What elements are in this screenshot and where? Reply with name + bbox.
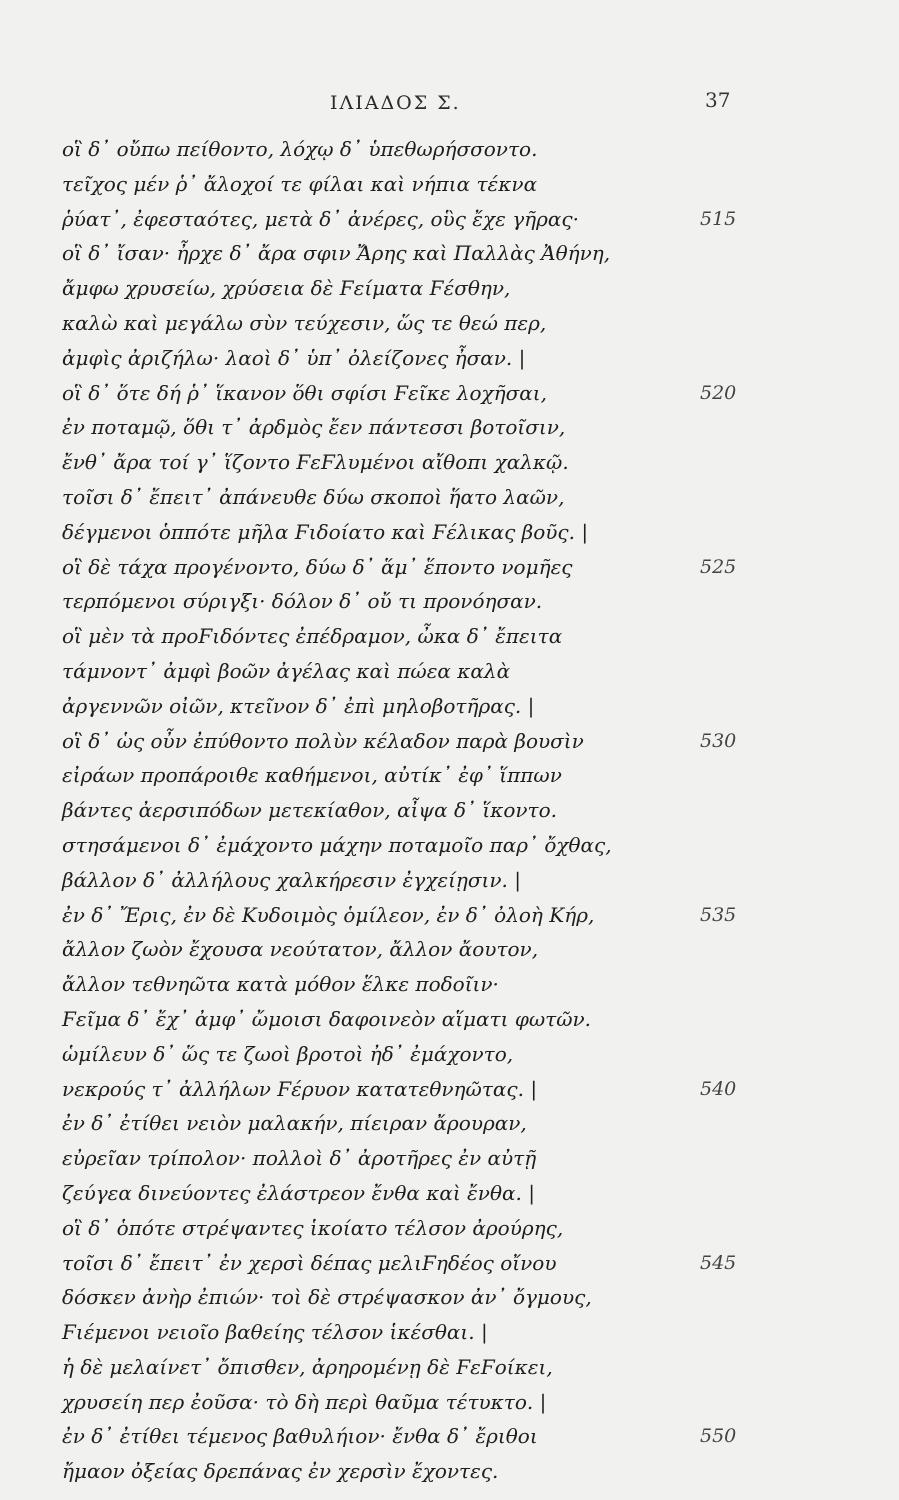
verse-text: εὐρεῖαν τρίπολον· πολλοὶ δ᾽ ἀροτῆρες ἐν αὐτῇ <box>62 1146 537 1171</box>
verse-text: ἀργεννῶν οἰῶν, κτεῖνον δ᾽ ἐπὶ μηλοβοτῆρας. | <box>62 693 535 718</box>
verse-line <box>0 1143 899 1178</box>
verse-text: ἐν δ᾽ ἐτίθει νειὸν μαλακήν, πίειραν ἄρουραν, <box>62 1111 527 1136</box>
verse-line <box>0 1456 899 1491</box>
verse-text: ἐν δ᾽ Ἔρις, ἐν δὲ Κυδοιμὸς ὁμίλεον, ἐν δ᾽ ὀλοὴ Κήρ, <box>62 902 595 927</box>
verse-line <box>0 447 899 482</box>
verse-text: ῥύατ᾽, ἐφεσταότες, μετὰ δ᾽ ἀνέρες, οὓς ἔχε γῆρας· <box>62 206 579 231</box>
verse-line <box>0 169 899 204</box>
verse-text: Ϝιέμενοι νειοῖο βαθείης τέλσον ἱκέσθαι. | <box>62 1320 488 1345</box>
verse-line <box>0 760 899 795</box>
verse-text: ζεύγεα δινεύοντες ἐλάστρεον ἔνθα καὶ ἔνθα. | <box>62 1180 535 1205</box>
verse-line <box>0 1074 899 1109</box>
line-number: 530 <box>700 729 737 752</box>
line-number: 535 <box>700 903 737 926</box>
verse-line <box>0 969 899 1004</box>
verse-line <box>0 1004 899 1039</box>
verse-line <box>0 1213 899 1248</box>
verse-line <box>0 621 899 656</box>
verse-text: ὡμίλευν δ᾽ ὥς τε ζωοὶ βροτοὶ ἠδ᾽ ἐμάχοντο, <box>62 1041 514 1066</box>
verse-text: οἳ δ᾽ ὡς οὖν ἐπύθοντο πολὺν κέλαδον παρὰ βουσὶν <box>62 728 584 753</box>
verse-block <box>0 134 899 1491</box>
page-number: 37 <box>705 88 731 112</box>
verse-text: ἐν δ᾽ ἐτίθει τέμενος βαθυλήιον· ἔνθα δ᾽ ἔριθοι <box>62 1424 538 1449</box>
verse-text: εἰράων προπάροιθε καθήμενοι, αὐτίκ᾽ ἐφ᾽ ἵππων <box>62 763 562 788</box>
verse-text: ἄλλον τεθνηῶτα κατὰ μόθον ἕλκε ποδοῖιν· <box>62 972 499 997</box>
verse-line <box>0 273 899 308</box>
verse-text: τάμνοντ᾽ ἀμφὶ βοῶν ἀγέλας καὶ πώεα καλὰ <box>62 658 511 683</box>
verse-line <box>0 691 899 726</box>
verse-line <box>0 343 899 378</box>
verse-text: ἔνθ᾽ ἄρα τοί γ᾽ ἵζοντο ϜεϜλυμένοι αἴθοπι χαλκῷ. <box>62 450 569 475</box>
line-number: 540 <box>700 1077 737 1100</box>
verse-text: οἳ δ᾽ ἴσαν· ἦρχε δ᾽ ἄρα σφιν Ἄρης καὶ Παλλὰς Ἀθήνη, <box>62 241 611 266</box>
verse-text: ἡ δὲ μελαίνετ᾽ ὄπισθεν, ἀρηρομένῃ δὲ ϜεϜοίκει, <box>62 1354 553 1379</box>
verse-line <box>0 865 899 900</box>
verse-line <box>0 1352 899 1387</box>
verse-line <box>0 934 899 969</box>
verse-line <box>0 726 899 761</box>
verse-text: νεκρούς τ᾽ ἀλλήλων Ϝέρυον κατατεθνηῶτας. | <box>62 1076 538 1101</box>
verse-text: στησάμενοι δ᾽ ἐμάχοντο μάχην ποταμοῖο παρ᾽ ὄχθας, <box>62 832 612 857</box>
line-number: 550 <box>700 1425 737 1448</box>
verse-line <box>0 308 899 343</box>
verse-text: ἐν ποταμῷ, ὅθι τ᾽ ἀρδμὸς ἔεν πάντεσσι βοτοῖσιν, <box>62 415 566 440</box>
verse-text: ἄλλον ζωὸν ἔχουσα νεούτατον, ἄλλον ἄουτον, <box>62 937 539 962</box>
verse-line <box>0 656 899 691</box>
verse-text: δέγμενοι ὁππότε μῆλα Ϝιδοίατο καὶ Ϝέλικας βοῦς. | <box>62 519 589 544</box>
verse-line <box>0 378 899 413</box>
verse-line <box>0 1178 899 1213</box>
verse-line <box>0 238 899 273</box>
verse-line <box>0 412 899 447</box>
verse-line <box>0 900 899 935</box>
line-number: 525 <box>700 555 737 578</box>
verse-text: οἳ δὲ τάχα προγένοντο, δύω δ᾽ ἅμ᾽ ἕποντο νομῆες <box>62 554 573 579</box>
verse-line <box>0 586 899 621</box>
verse-text: ἀμφὶς ἀριζήλω· λαοὶ δ᾽ ὑπ᾽ ὀλείζονες ἦσαν. | <box>62 345 526 370</box>
verse-text: οἳ μὲν τὰ προϜιδόντες ἐπέδραμον, ὦκα δ᾽ ἔπειτα <box>62 624 563 649</box>
verse-text: ἤμαον ὀξείας δρεπάνας ἐν χερσὶν ἔχοντες. <box>62 1459 499 1484</box>
verse-line <box>0 1108 899 1143</box>
verse-line <box>0 830 899 865</box>
verse-text: τοῖσι δ᾽ ἔπειτ᾽ ἀπάνευθε δύω σκοποὶ ἥατο λαῶν, <box>62 484 565 509</box>
verse-text: βάλλον δ᾽ ἀλλήλους χαλκήρεσιν ἐγχείῃσιν. | <box>62 867 522 892</box>
verse-text: ἄμφω χρυσείω, χρύσεια δὲ Ϝείματα Ϝέσθην, <box>62 276 511 301</box>
verse-text: βάντες ἀερσιπόδων μετεκίαθον, αἶψα δ᾽ ἵκοντο. <box>62 798 557 823</box>
verse-text: δόσκεν ἀνὴρ ἐπιών· τοὶ δὲ στρέψασκον ἀν᾽ ὄγμους, <box>62 1285 592 1310</box>
verse-text: τεῖχος μέν ῥ᾽ ἄλοχοί τε φίλαι καὶ νήπια τέκνα <box>62 171 538 196</box>
verse-line <box>0 204 899 239</box>
verse-line <box>0 1317 899 1352</box>
verse-text: χρυσείη περ ἐοῦσα· τὸ δὴ περὶ θαῦμα τέτυκτο. | <box>62 1389 547 1414</box>
verse-text: τερπόμενοι σύριγξι· δόλον δ᾽ οὔ τι προνόησαν. <box>62 589 543 614</box>
verse-line <box>0 1421 899 1456</box>
verse-line <box>0 552 899 587</box>
verse-text: Ϝεῖμα δ᾽ ἔχ᾽ ἀμφ᾽ ὤμοισι δαφοινεὸν αἵματι φωτῶν. <box>62 1006 592 1031</box>
verse-line <box>0 1039 899 1074</box>
verse-line <box>0 1282 899 1317</box>
verse-text: τοῖσι δ᾽ ἔπειτ᾽ ἐν χερσὶ δέπας μελιϜηδέος οἴνου <box>62 1250 557 1275</box>
verse-line <box>0 795 899 830</box>
verse-line <box>0 134 899 169</box>
verse-line <box>0 517 899 552</box>
line-number: 520 <box>700 381 737 404</box>
line-number: 515 <box>700 207 737 230</box>
verse-text: οἳ δ᾽ ὁπότε στρέψαντες ἱκοίατο τέλσον ἀρούρης, <box>62 1215 564 1240</box>
verse-line <box>0 1248 899 1283</box>
running-head <box>0 88 899 122</box>
line-number: 545 <box>700 1251 737 1274</box>
verse-text: καλὼ καὶ μεγάλω σὺν τεύχεσιν, ὥς τε θεώ περ, <box>62 310 547 335</box>
page-title: ΙΛΙΑΔΟΣ Σ. <box>330 92 461 114</box>
verse-line <box>0 482 899 517</box>
verse-text: οἳ δ᾽ οὔπω πείθοντο, λόχῳ δ᾽ ὑπεθωρήσσοντο. <box>62 137 538 161</box>
verse-line <box>0 1387 899 1422</box>
verse-text: οἳ δ᾽ ὅτε δή ῥ᾽ ἵκανον ὅθι σφίσι Ϝεῖκε λοχῆσαι, <box>62 380 547 405</box>
